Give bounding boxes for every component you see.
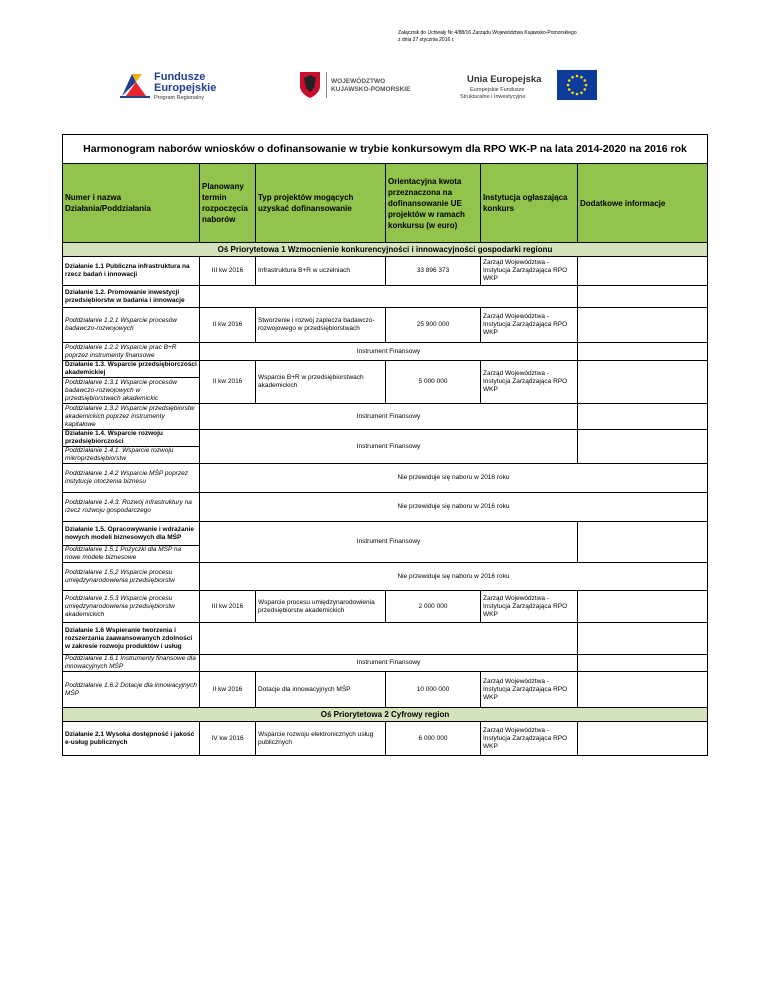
- row-instrument: Instrument Finansowy: [200, 430, 578, 464]
- row-name: Poddziałanie 1.6.2 Dotacje dla innowacyjnych MŚP: [63, 672, 200, 708]
- header-action: Numer i nazwa Działania/Poddziałania: [63, 164, 200, 243]
- row-info: [578, 343, 708, 361]
- table-row: [63, 591, 708, 623]
- unia-europejska-logo: [460, 70, 600, 106]
- table-row: [63, 672, 708, 708]
- table-row: [63, 623, 708, 655]
- row-name: Działanie 1.6 Wspieranie tworzenia i rozszerzania zaawansowanych zdolności w zakresie rozwoju produktów i usług: [63, 623, 200, 655]
- row-instrument: Instrument Finansowy: [200, 343, 578, 361]
- row-info: [578, 286, 708, 308]
- row-type: Stworzenie i rozwój zaplecza badawczo-rozwojowego w przedsiębiorstwach: [256, 308, 386, 343]
- row-term: III kw 2016: [200, 257, 256, 286]
- row-name: Poddziałanie 1.3.1 Wsparcie procesów badawczo-rozwojowych w przedsiębiorstwach akademickic: [63, 378, 200, 404]
- row-name: Poddziałanie 1.5.2 Wsparcie procesu umiędzynarodowienia przedsiębiorstw: [63, 563, 200, 591]
- row-type: Wsparcie rozwoju elektronicznych usług publicznych: [256, 722, 386, 756]
- row-type: Wsparcie B+R w przedsiębiorstwach akademickich: [256, 361, 386, 404]
- table-row: [63, 563, 708, 591]
- row-institution: Zarząd Województwa - Instytucja Zarządzająca RPO WKP: [481, 361, 578, 404]
- row-name: Działanie 1.1 Publiczna infrastruktura na rzecz badań i innowacji: [63, 257, 200, 286]
- row-no-call: Nie przewiduje się naboru w 2016 roku: [200, 464, 708, 493]
- row-name: Działanie 1.5. Opracowywanie i wdrażanie nowych modeli biznesowych dla MŚP: [63, 522, 200, 546]
- row-info: [578, 672, 708, 708]
- kp-line1: WOJEWÓDZTWO: [331, 78, 386, 85]
- row-info: [578, 257, 708, 286]
- ue-line2: Europejskie Fundusze: [470, 87, 525, 93]
- row-institution: Zarząd Województwa - Instytucja Zarządzająca RPO WKP: [481, 672, 578, 708]
- table-row: [63, 722, 708, 756]
- row-no-call: Nie przewiduje się naboru w 2016 roku: [200, 563, 708, 591]
- ue-line3: Strukturalne i Inwestycyjne: [460, 94, 526, 100]
- header-amount: Orientacyjna kwota przeznaczona na dofinansowanie UE projektów w ramach konkursu (w euro): [386, 164, 481, 243]
- table-row: [63, 286, 708, 308]
- row-name: Poddziałanie 1.2.1 Wsparcie procesów badawczo-rozwojowych: [63, 308, 200, 343]
- kujawsko-pomorskie-logo: [298, 70, 438, 104]
- row-name: Działanie 1.2. Promowanie inwestycji przedsiębiorstw w badania i innowacje: [63, 286, 200, 308]
- schedule-table: [62, 134, 708, 756]
- row-amount: 6 000 000: [386, 722, 481, 756]
- fe-line1: Fundusze: [154, 71, 206, 83]
- row-name: Poddziałanie 1.5.1 Pożyczki dla MŚP na nowe modele biznesowe: [63, 546, 200, 563]
- row-term: II kw 2016: [200, 308, 256, 343]
- table-row: [63, 343, 708, 361]
- row-instrument: Instrument Finansowy: [200, 522, 578, 563]
- fe-line2: Europejskie: [154, 82, 217, 94]
- fundusze-europejskie-icon: [118, 70, 152, 100]
- row-info: [578, 430, 708, 464]
- row-type: Infrastruktura B+R w uczelniach: [256, 257, 386, 286]
- row-name: Poddziałanie 1.4.2 Wsparcie MŚP poprzez instytucje otoczenia biznesu: [63, 464, 200, 493]
- table-row: [63, 655, 708, 672]
- header-info: Dodatkowe informacje: [578, 164, 708, 243]
- row-no-call: Nie przewiduje się naboru w 2016 roku: [200, 493, 708, 522]
- logo-bar: [0, 60, 768, 110]
- row-instrument: Instrument Finansowy: [200, 404, 578, 430]
- row-info: [578, 591, 708, 623]
- row-institution: Zarząd Województwa - Instytucja Zarządzająca RPO WKP: [481, 591, 578, 623]
- row-amount: 2 000 000: [386, 591, 481, 623]
- header-term: Planowany termin rozpoczęcia naborów: [200, 164, 256, 243]
- fundusze-europejskie-logo: [118, 66, 228, 106]
- row-name: Poddziałanie 1.2.2 Wsparcie prac B+R poprzez instrumenty finansowe: [63, 343, 200, 361]
- row-institution: Zarząd Województwa - Instytucja Zarządzająca RPO WKP: [481, 257, 578, 286]
- table-row: [63, 361, 708, 378]
- eu-flag-icon: [557, 70, 597, 100]
- row-instrument: Instrument Finansowy: [200, 655, 578, 672]
- row-empty: [200, 623, 578, 655]
- row-empty: [200, 286, 578, 308]
- row-term: III kw 2016: [200, 591, 256, 623]
- row-info: [578, 361, 708, 404]
- row-institution: Zarząd Województwa - Instytucja Zarządzająca RPO WKP: [481, 308, 578, 343]
- row-amount: 25 900 000: [386, 308, 481, 343]
- fe-line3: Program Regionalny: [154, 95, 205, 101]
- header-institution: Instytucja ogłaszająca konkurs: [481, 164, 578, 243]
- row-amount: 5 000 000: [386, 361, 481, 404]
- row-info: [578, 404, 708, 430]
- row-name: Poddziałanie 1.4.1. Wsparcie rozwoju mikroprzedsiębiorstw: [63, 447, 200, 464]
- kp-line2: KUJAWSKO-POMORSKIE: [331, 86, 411, 93]
- row-term: IV kw 2016: [200, 722, 256, 756]
- crest-icon: [298, 70, 322, 100]
- row-info: [578, 722, 708, 756]
- row-name: Poddziałanie 1.4.3. Rozwój infrastruktury na rzecz rozwoju gospodarczego: [63, 493, 200, 522]
- row-info: [578, 655, 708, 672]
- header-type: Typ projektów mogących uzyskać dofinansowanie: [256, 164, 386, 243]
- row-amount: 10 000 000: [386, 672, 481, 708]
- row-term: II kw 2016: [200, 361, 256, 404]
- table-row: [63, 257, 708, 286]
- resolution-note-line1: Załącznik do Uchwały Nr 4/88/16 Zarządu Województwa Kujawsko-Pomorskiego: [398, 30, 577, 36]
- table-row: [63, 522, 708, 546]
- table-row: [63, 493, 708, 522]
- row-amount: 33 896 373: [386, 257, 481, 286]
- table-row: [63, 404, 708, 430]
- table-row: [63, 464, 708, 493]
- row-name: Działanie 1.3. Wsparcie przedsiębiorczości akademickiej: [63, 361, 200, 378]
- row-info: [578, 623, 708, 655]
- row-name: Działanie 2.1 Wysoka dostępność i jakość e-usług publicznych: [63, 722, 200, 756]
- row-info: [578, 308, 708, 343]
- table-row: [63, 430, 708, 447]
- row-name: Poddziałanie 1.6.1 Instrumenty finansowe dla innowacyjnych MŚP: [63, 655, 200, 672]
- row-name: Działanie 1.4. Wsparcie rozwoju przedsiębiorczości: [63, 430, 200, 447]
- row-term: II kw 2016: [200, 672, 256, 708]
- ue-line1: Unia Europejska: [467, 74, 542, 85]
- table-row: [63, 308, 708, 343]
- row-name: Poddziałanie 1.5.3 Wsparcie procesu umiędzynarodowienia przedsiębiorstw akademickich: [63, 591, 200, 623]
- table-title: Harmonogram naborów wniosków o dofinansowanie w trybie konkursowym dla RPO WK-P na lata 2014-2020 na 2016 rok: [63, 135, 708, 164]
- section-priority-1: Oś Priorytetowa 1 Wzmocnienie konkurencyjności i innowacyjności gospodarki regionu: [63, 243, 708, 257]
- row-type: Wsparcie procesu umiędzynarodowienia przedsiębiorstw akademickich: [256, 591, 386, 623]
- kp-divider: [326, 72, 327, 98]
- row-name: Poddziałanie 1.3.2 Wsparcie przedsiębiorstw akademickich poprzez instrumenty kapitałowe: [63, 404, 200, 430]
- section-priority-2: Oś Priorytetowa 2 Cyfrowy region: [63, 708, 708, 722]
- row-type: Dotacje dla innowacyjnych MŚP: [256, 672, 386, 708]
- row-institution: Zarząd Województwa - Instytucja Zarządzająca RPO WKP: [481, 722, 578, 756]
- header-row: [63, 164, 708, 243]
- row-info: [578, 522, 708, 563]
- resolution-note: [398, 30, 577, 44]
- resolution-note-line2: z dnia 27 stycznia 2016 r.: [398, 37, 455, 43]
